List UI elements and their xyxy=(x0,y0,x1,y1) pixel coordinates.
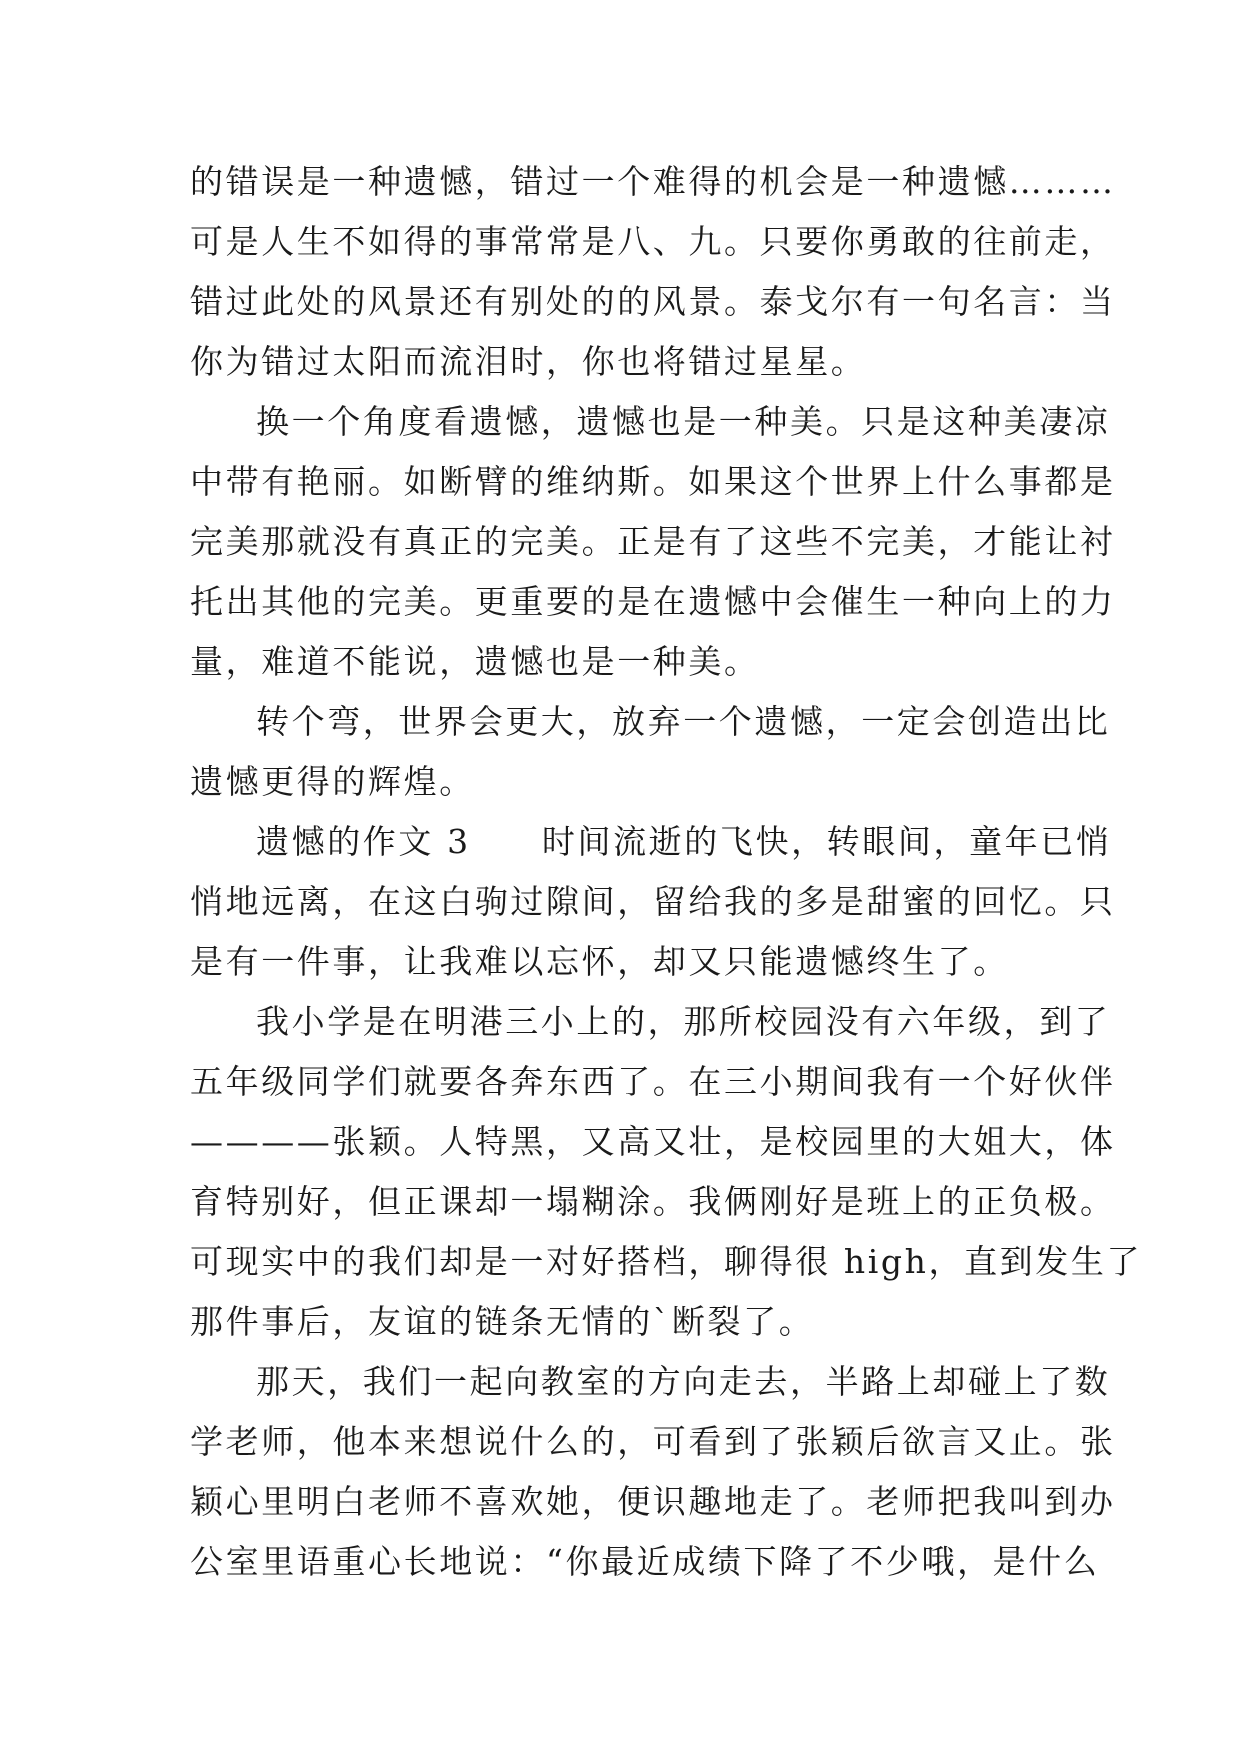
text-line: ————张颖。人特黑，又高又壮，是校园里的大姐大，体 xyxy=(190,1122,1116,1161)
text-line: 悄地远离，在这白驹过隙间，留给我的多是甜蜜的回忆。只 xyxy=(190,882,1116,921)
paragraph-start-line: 我小学是在明港三小上的，那所校园没有六年级，到了 xyxy=(256,1002,1111,1041)
text-line: 学老师，他本来想说什么的，可看到了张颖后欲言又止。张 xyxy=(190,1422,1116,1461)
text-line: 那件事后，友谊的链条无情的`断裂了。 xyxy=(190,1302,815,1341)
text-line: 可现实中的我们却是一对好搭档，聊得很 high，直到发生了 xyxy=(190,1242,1143,1281)
text-line: 量，难道不能说，遗憾也是一种美。 xyxy=(190,642,760,681)
text-line: 中带有艳丽。如断臂的维纳斯。如果这个世界上什么事都是 xyxy=(190,462,1116,501)
paragraph-start-line: 换一个角度看遗憾，遗憾也是一种美。只是这种美凄凉 xyxy=(256,402,1111,441)
text-line: 你为错过太阳而流泪时，你也将错过星星。 xyxy=(190,342,867,381)
paragraph-start-line: 那天，我们一起向教室的方向走去，半路上却碰上了数 xyxy=(256,1362,1111,1401)
paragraph-start-line: 转个弯，世界会更大，放弃一个遗憾，一定会创造出比 xyxy=(256,702,1111,741)
section-heading-line: 遗憾的作文 3 时间流逝的飞快，转眼间，童年已悄 xyxy=(256,822,1112,861)
text-line: 可是人生不如得的事常常是八、九。只要你勇敢的往前走， xyxy=(190,222,1116,261)
text-line: 是有一件事，让我难以忘怀，却又只能遗憾终生了。 xyxy=(190,942,1009,981)
text-line: 完美那就没有真正的完美。正是有了这些不完美，才能让衬 xyxy=(190,522,1116,561)
text-line: 五年级同学们就要各奔东西了。在三小期间我有一个好伙伴 xyxy=(190,1062,1116,1101)
text-line: 遗憾更得的辉煌。 xyxy=(190,762,475,801)
essay-body xyxy=(190,152,1143,1592)
text-line: 的错误是一种遗憾，错过一个难得的机会是一种遗憾……… xyxy=(190,162,1116,201)
text-line: 颖心里明白老师不喜欢她，便识趣地走了。老师把我叫到办 xyxy=(190,1482,1116,1521)
text-line: 公室里语重心长地说：“你最近成绩下降了不少哦，是什么 xyxy=(190,1542,1100,1581)
text-line: 错过此处的风景还有别处的的风景。泰戈尔有一句名言：当 xyxy=(190,282,1116,321)
text-line: 育特别好，但正课却一塌糊涂。我俩刚好是班上的正负极。 xyxy=(190,1182,1116,1221)
text-line: 托出其他的完美。更重要的是在遗憾中会催生一种向上的力 xyxy=(190,582,1116,621)
